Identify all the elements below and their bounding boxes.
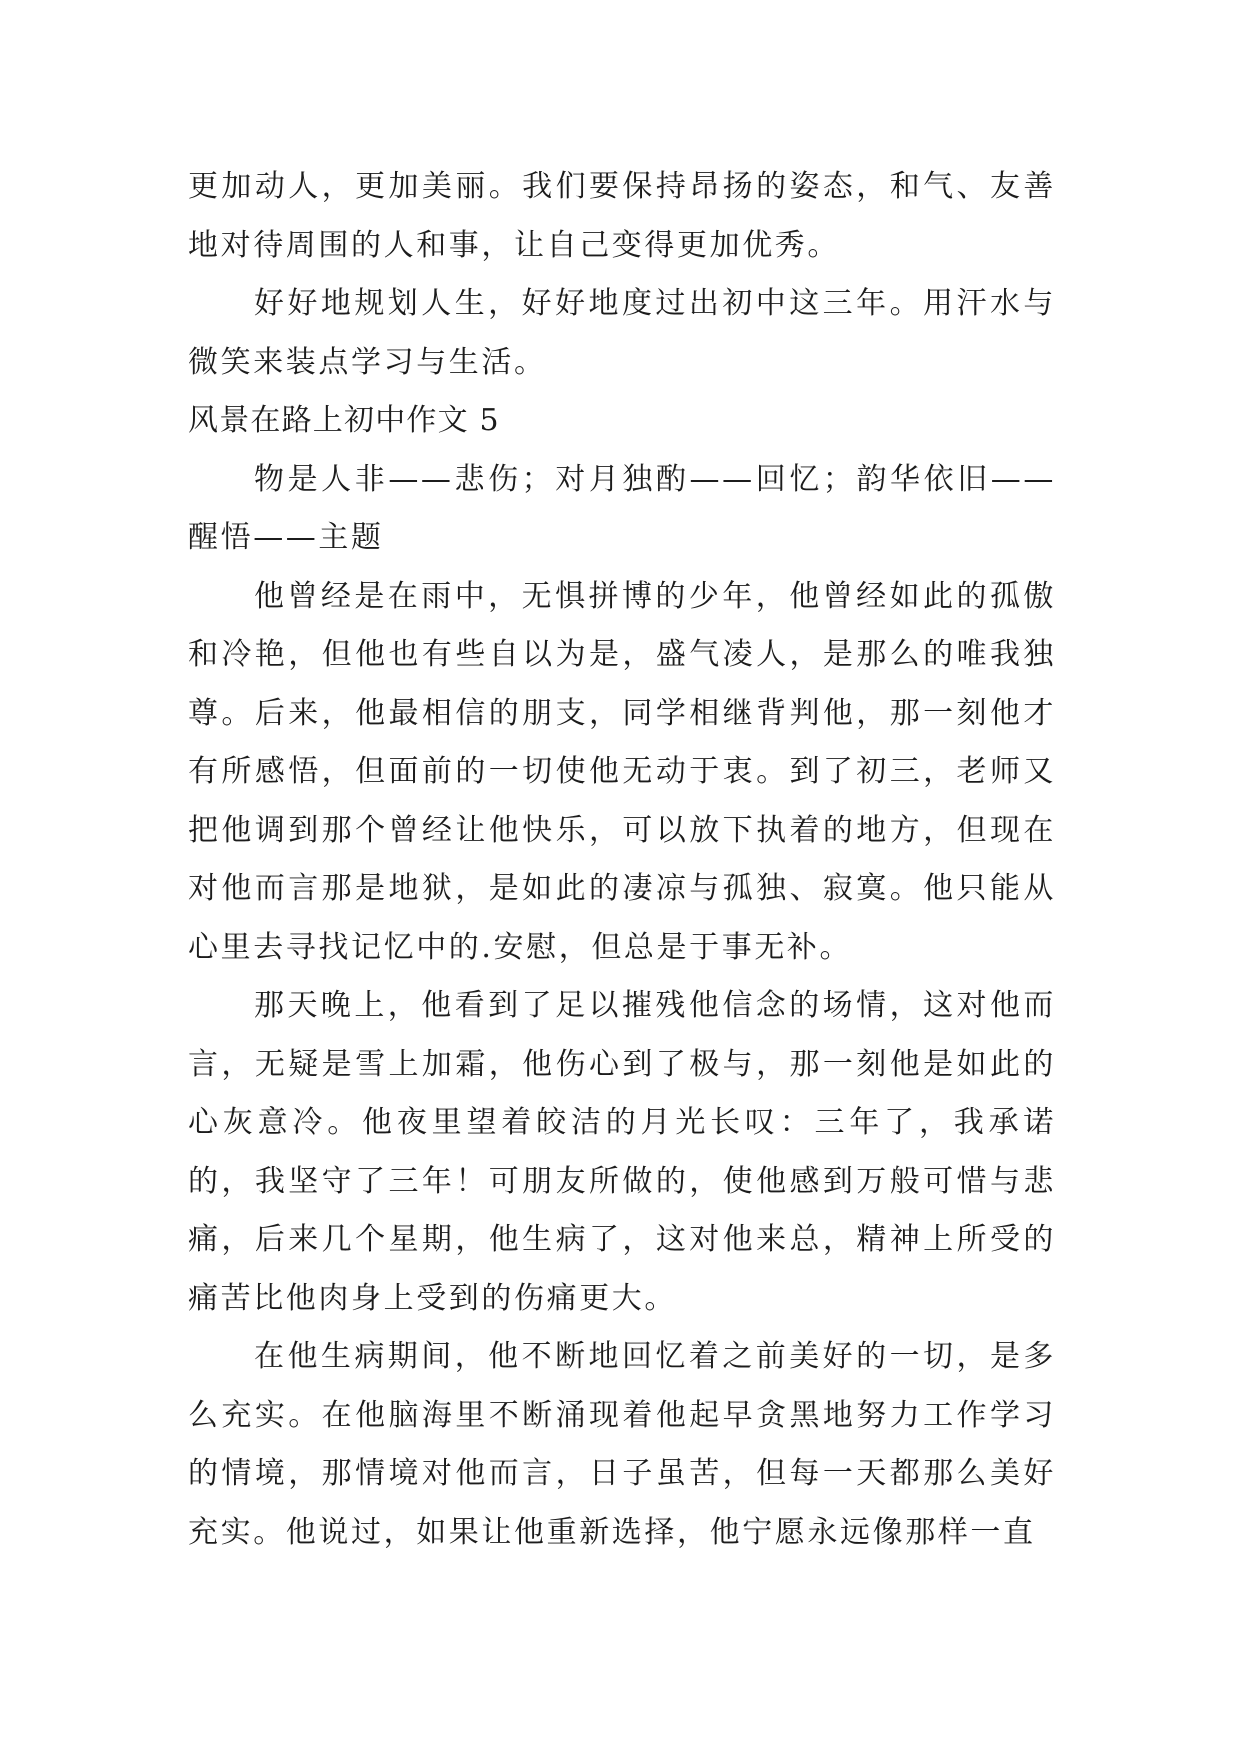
- paragraph: 好好地规划人生，好好地度过出初中这三年。用汗水与微笑来装点学习与生活。: [188, 286, 1056, 380]
- document-body: [188, 158, 1056, 1562]
- paragraph-continuation: 更加动人，更加美丽。我们要保持昂扬的姿态，和气、友善地对待周围的人和事，让自己变得更加优秀。: [188, 169, 1056, 263]
- paragraph: 那天晚上，他看到了足以摧残他信念的场情，这对他而言，无疑是雪上加霜，他伤心到了极与，那一刻他是如此的心灰意冷。他夜里望着皎洁的月光长叹：三年了，我承诺的，我坚守了三年！可朋友所做的，使他感到万般可惜与悲痛，后来几个星期，他生病了，这对他来总，精神上所受的痛苦比他肉身上受到的伤痛更大。: [188, 988, 1056, 1316]
- paragraph: 在他生病期间，他不断地回忆着之前美好的一切，是多么充实。在他脑海里不断涌现着他起早贪黑地努力工作学习的情境，那情境对他而言，日子虽苦，但每一天都那么美好充实。他说过，如果让他重新选择，他宁愿永远像那样一直: [188, 1339, 1056, 1550]
- paragraph: 他曾经是在雨中，无惧拼博的少年，他曾经如此的孤傲和冷艳，但他也有些自以为是，盛气凌人，是那么的唯我独尊。后来，他最相信的朋支，同学相继背判他，那一刻他才有所感悟，但面前的一切使他无动于衷。到了初三，老师又把他调到那个曾经让他快乐，可以放下执着的地方，但现在对他而言那是地狱，是如此的凄凉与孤独、寂寞。他只能从心里去寻找记忆中的.安慰，但总是于事无补。: [188, 578, 1056, 965]
- paragraph: 物是人非——悲伤；对月独酌——回忆；韵华依旧——醒悟——主题: [188, 461, 1056, 555]
- section-heading: 风景在路上初中作文 5: [188, 403, 500, 438]
